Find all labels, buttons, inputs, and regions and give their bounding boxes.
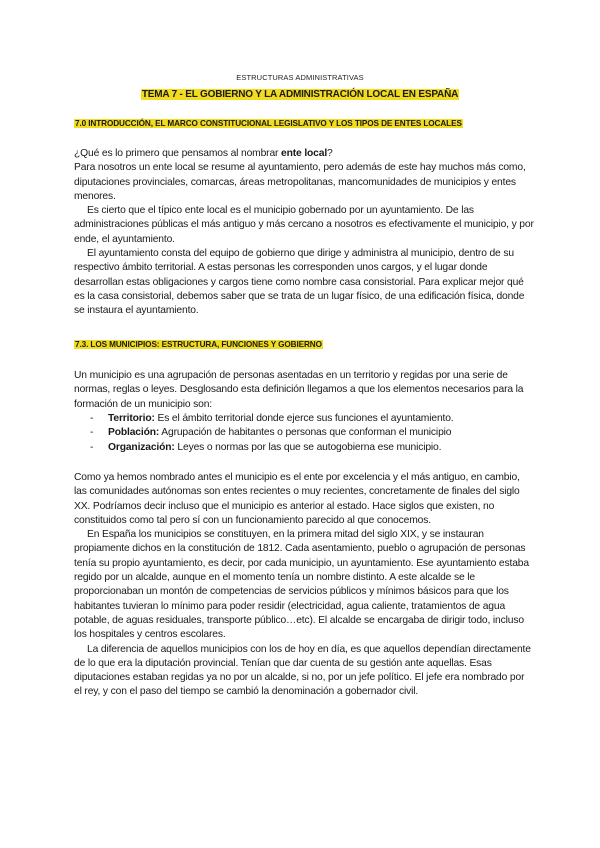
intro-body [74, 147, 534, 319]
section-heading-municipios [74, 340, 323, 349]
intro-paragraph-3: El ayuntamiento consta del equipo de gobierno que dirige y administra al municipio, dentro de su respectivo ámbito territorial. A estas personas les corresponden unos cargos, y el lugar donde desarrollan estas obligaciones y cargos tiene como nombre casa consistorial. Para explicar mejor qué es la casa consistorial, debemos saber que se trata de un lugar físico, de una edificación física, donde se instaura el ayuntamiento. [74, 248, 525, 317]
intro-paragraph-2: Es cierto que el típico ente local es el municipio gobernado por un ayuntamiento. De las administraciones públicas el más antiguo y más cercano a nosotros es efectivamente el municipio, y por ende, el ayuntamiento. [74, 205, 534, 245]
question-prefix: ¿Qué es lo primero que pensamos al nombrar [74, 148, 282, 159]
municipios-paragraph-3: En España los municipios se constituyen, en la primera mitad del siglo XIX, y se instauran propiamente dichos en la constitución de 1812. Cada asentamiento, pueblo o agrupación de personas tenía su propio ayuntamiento, es decir, por cada municipio, un ayuntamiento. Ese ayuntamiento estaba regido por un alcalde, aunque en el momento tenía un nombre distinto. A este alcalde se le proporcionaban un montón de competencias de servicios públicos y mínimos básicos para que los habitantes tuvieran lo mínimo para poder residir (electricidad, agua caliente, tratamientos de agua potable, de aguas residuales, transporte público…etc). El alcalde se encargaba de dirigir todo, incluso los hospitales y centros escolares. [74, 529, 529, 641]
list-item-term: Organización: [108, 441, 175, 453]
list-dash: - [90, 413, 94, 424]
list-dash: - [90, 441, 94, 453]
list-item [74, 412, 534, 426]
document-title [0, 84, 600, 102]
list-dash: - [90, 427, 94, 439]
intro-question [74, 147, 534, 161]
municipio-elements-list [74, 412, 534, 455]
municipios-body [74, 471, 534, 700]
municipios-paragraph-1 [74, 369, 534, 412]
list-item-term: Territorio: [108, 413, 155, 424]
section-heading-intro-text: 7.0 INTRODUCCIÓN, EL MARCO CONSTITUCIONAL LEGISLATIVO Y LOS TIPOS DE ENTES LOCALES [75, 119, 462, 128]
list-item-text: Agrupación de habitantes o personas que conforman el municipio [159, 427, 452, 439]
question-suffix: ? [327, 148, 333, 159]
municipios-paragraph-4: La diferencia de aquellos municipios con los de hoy en día, es que aquellos dependían directamente de lo que era la diputación provincial. Tenían que dar cuenta de su gestión ante aquellas. Esas diputaciones estaban regidas ya no por un alcalde, si no, por un jefe político. El jefe era nombrado por el rey, y con el paso del tiempo se cambió la denominación a gobernador civil. [74, 643, 531, 698]
document-subject: ESTRUCTURAS ADMINISTRATIVAS [236, 73, 364, 82]
section-heading-intro [74, 119, 463, 128]
question-bold-term: ente local [281, 148, 328, 159]
list-item-text: Leyes o normas por las que se autogobierna ese municipio. [174, 441, 442, 453]
list-item-text: Es el ámbito territorial donde ejerce sus funciones el ayuntamiento. [154, 413, 454, 424]
list-item [74, 441, 534, 455]
list-item [74, 426, 534, 440]
municipios-paragraph-2: Como ya hemos nombrado antes el municipio es el ente por excelencia y el más antiguo, en cambio, las comunidades autónomas son entes recientes o muy recientes, concretamente de finales del siglo XX. Podríamos decir incluso que el municipio es anterior al estado. Hace siglos que existen, no constituidos como tal pero sí con un funcionamiento parecido al que conocemos. [74, 472, 520, 526]
list-item-term: Población: [108, 427, 160, 439]
intro-paragraph-1: Para nosotros un ente local se resume al ayuntamiento, pero además de este hay muchos más como, diputaciones provinciales, comarcas, áreas metropolitanas, mancomunidades de municipios y entes menores. [74, 162, 526, 202]
document-title-text: TEMA 7 - EL GOBIERNO Y LA ADMINISTRACIÓN LOCAL EN ESPAÑA [141, 89, 459, 100]
municipios-definition: Un municipio es una agrupación de personas asentadas en un territorio y regidas por una serie de normas, reglas o leyes. Desglosando esta definición llegamos a que los elementos necesarios para la formación de un municipio son: [74, 370, 524, 410]
section-heading-municipios-text: 7.3. LOS MUNICIPIOS: ESTRUCTURA, FUNCIONES Y GOBIERNO [75, 340, 322, 349]
